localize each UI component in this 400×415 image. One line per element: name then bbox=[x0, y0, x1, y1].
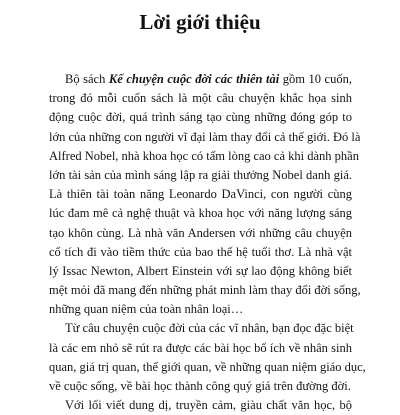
intro-body bbox=[49, 70, 366, 415]
paragraph-2-line-4: về cuộc sống, về bài học thành công quý giá trên đường đời. bbox=[49, 379, 351, 393]
paragraph-1-line-1 bbox=[49, 70, 352, 89]
paragraph-1-line-7: Là thiên tài toàn năng Leonardo DaVinci, con người cùng bbox=[49, 187, 352, 202]
paragraph-1-line-3: động cuộc đời, quá trình sáng tạo cùng những đóng góp to bbox=[49, 110, 352, 125]
paragraph-1-line-5: Alfred Nobel, nhà khoa học có tấm lòng cao cả khi dành phần bbox=[49, 148, 359, 163]
paragraph-3-line-1: Với lối viết dung dị, truyền cảm, giàu chất văn học, bộ bbox=[65, 398, 352, 413]
paragraph-1-line-4: lớn của những con người vĩ đại làm thay đổi cả thế giới. Đó là bbox=[49, 129, 361, 144]
page-title: Lời giới thiệu bbox=[139, 10, 261, 34]
paragraph-1-line-13: những quan niệm của toàn nhân loại… bbox=[49, 302, 244, 317]
paragraph-2-line-2: là các em nhỏ sẽ rút ra được các bài học bổ ích về nhân sinh bbox=[49, 340, 352, 355]
line-text: Bộ sách bbox=[65, 72, 109, 86]
paragraph-1-line-8: lúc đam mê cả nghệ thuật và khoa học với năng lượng sáng bbox=[49, 206, 352, 221]
paragraph-1-line-2: trong đó mỗi cuốn sách là một câu chuyện khắc họa sinh bbox=[49, 91, 352, 106]
paragraph-2-line-3: quan, giá trị quan, thế giới quan, về những quan niệm giáo dục, bbox=[49, 359, 366, 374]
paragraph-1-line-6: lớn tài sản của mình sáng lập ra giải thưởng Nobel danh giá. bbox=[49, 167, 352, 182]
paragraph-1-line-9: tạo khôn cùng. Là nhà văn Andersen với những câu chuyện bbox=[49, 225, 352, 240]
series-title-emphasis: Kể chuyện cuộc đời các thiên tài bbox=[108, 72, 280, 86]
paragraph-1-line-12: mệt mỏi đã mang đến những phát minh làm thay đổi đời sống, bbox=[49, 283, 361, 298]
line-text: gồm 10 cuốn, bbox=[279, 72, 352, 86]
paragraph-1-line-11: lý Issac Newton, Albert Einstein với sự lao động không biết bbox=[49, 263, 352, 278]
paragraph-2-line-1: Từ câu chuyện cuộc đời của các vĩ nhân, bạn đọc đặc biệt bbox=[65, 321, 354, 336]
paragraph-1-line-10: cổ tích đi vào tiềm thức của bao thế hệ tuổi thơ. Là nhà vật bbox=[49, 244, 352, 259]
